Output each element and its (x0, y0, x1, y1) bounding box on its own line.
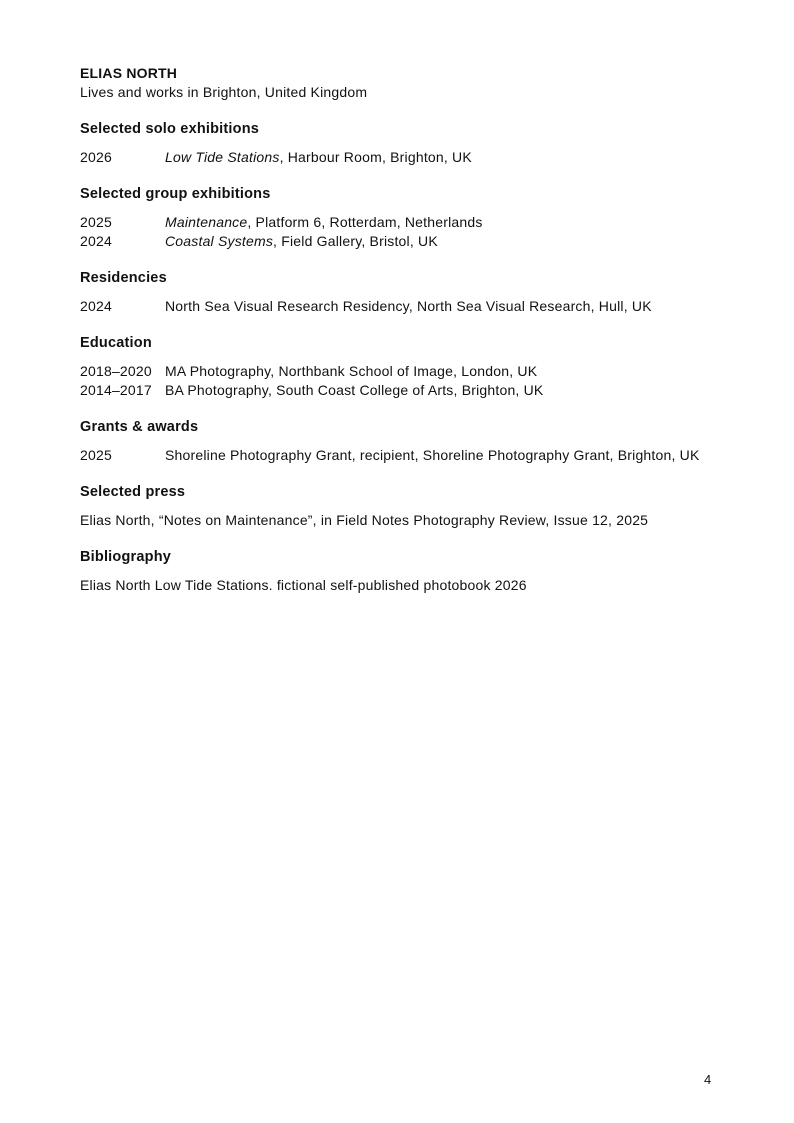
exhibition-details: , Field Gallery, Bristol, UK (273, 233, 438, 249)
section-heading: Selected press (80, 484, 186, 500)
exhibition-title: Maintenance (165, 214, 248, 230)
section-bibliography (80, 548, 720, 595)
section-solo-exhibitions (80, 120, 720, 167)
entry-year: 2014–2017 (80, 382, 152, 398)
cv-page (80, 64, 720, 595)
entry-year: 2024 (80, 298, 112, 314)
exhibition-details: , Platform 6, Rotterdam, Netherlands (247, 214, 483, 230)
list-item (80, 362, 720, 381)
entry-year: 2018–2020 (80, 363, 152, 379)
page-number: 4 (704, 1072, 712, 1087)
bibliography-entry: Elias North Low Tide Stations. fictional self-published photobook 2026 (80, 577, 527, 593)
entry-text: North Sea Visual Research Residency, North Sea Visual Research, Hull, UK (165, 298, 652, 314)
artist-location: Lives and works in Brighton, United Kingdom (80, 84, 368, 100)
exhibition-title: Low Tide Stations (165, 149, 280, 165)
entry-text (165, 213, 705, 232)
list-item (80, 297, 720, 316)
entry-text: BA Photography, South Coast College of Arts, Brighton, UK (165, 382, 544, 398)
section-heading: Grants & awards (80, 419, 199, 435)
section-group-exhibitions (80, 185, 720, 251)
section-heading: Selected solo exhibitions (80, 121, 260, 137)
list-item (80, 148, 720, 167)
section-education (80, 334, 720, 400)
entry-text: MA Photography, Northbank School of Image, London, UK (165, 363, 538, 379)
exhibition-title: Coastal Systems (165, 233, 274, 249)
entry-text (165, 148, 705, 167)
entry-year: 2024 (80, 233, 112, 249)
exhibition-details: , Harbour Room, Brighton, UK (279, 149, 472, 165)
entry-year: 2026 (80, 149, 112, 165)
entry-text: Shoreline Photography Grant, recipient, Shoreline Photography Grant, Brighton, UK (165, 447, 700, 463)
entry-year: 2025 (80, 447, 112, 463)
section-heading: Education (80, 335, 152, 351)
list-item (80, 446, 720, 465)
artist-header (80, 64, 720, 102)
press-entry: Elias North, “Notes on Maintenance”, in Field Notes Photography Review, Issue 12, 2025 (80, 512, 649, 528)
section-grants-awards (80, 418, 720, 465)
artist-name: ELIAS NORTH (80, 65, 178, 81)
entry-text (165, 232, 705, 251)
section-selected-press (80, 483, 720, 530)
section-heading: Bibliography (80, 549, 172, 565)
list-item (80, 381, 720, 400)
section-residencies (80, 269, 720, 316)
entry-year: 2025 (80, 214, 112, 230)
section-heading: Residencies (80, 270, 167, 286)
list-item (80, 232, 720, 251)
list-item (80, 213, 720, 232)
section-heading: Selected group exhibitions (80, 186, 271, 202)
